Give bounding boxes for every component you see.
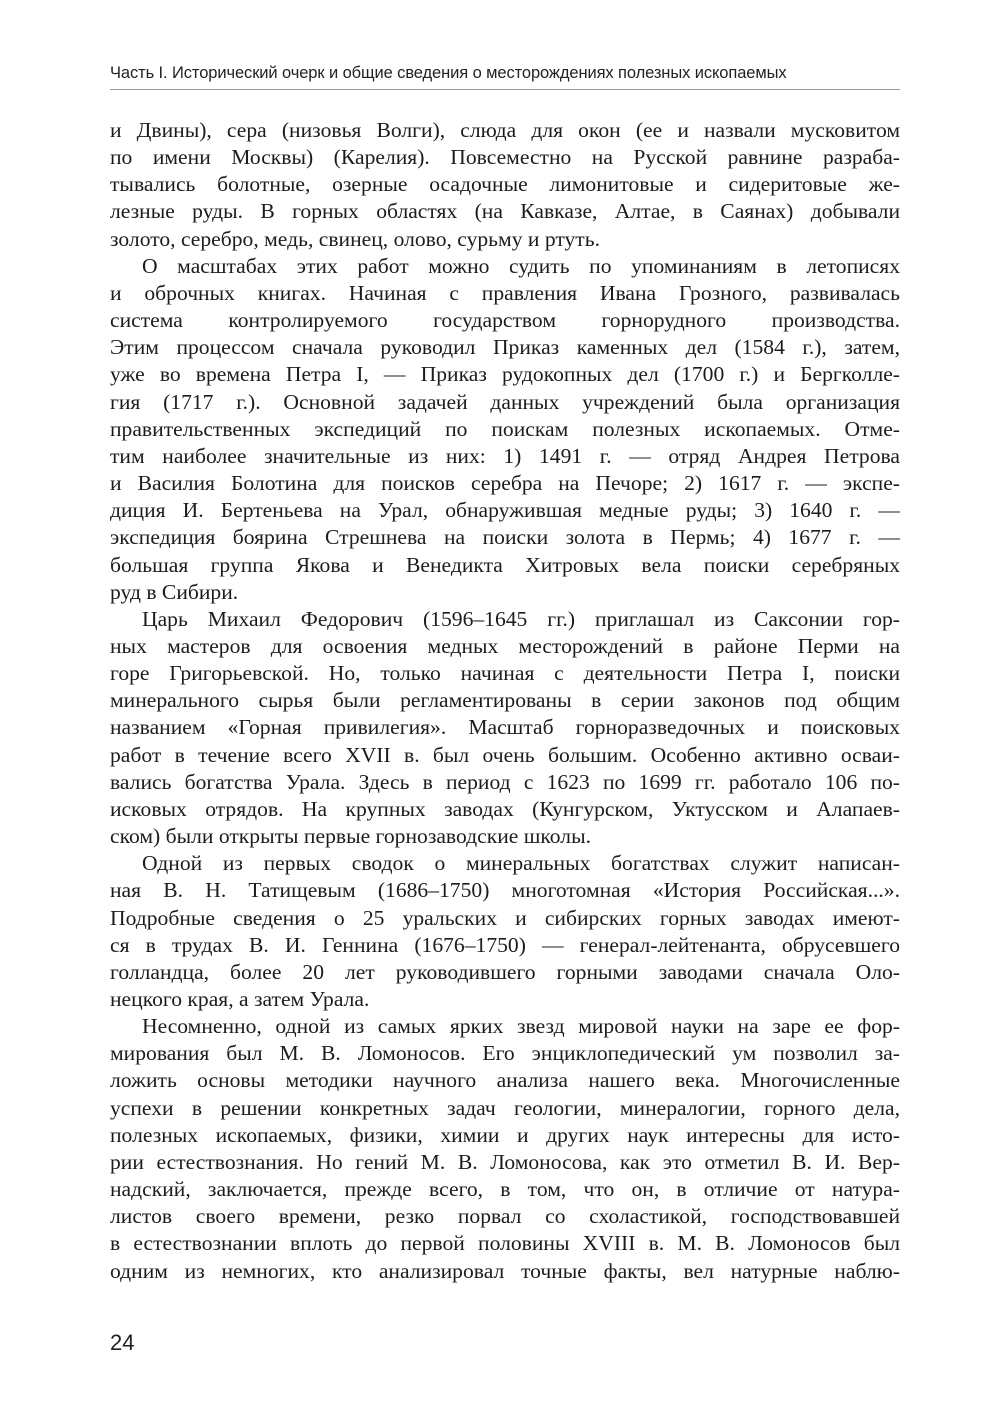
text-line: и оброчных книгах. Начиная с правления Ивана Грозного, развивалась (110, 280, 900, 305)
text-line: ная В. Н. Татищевым (1686–1750) многотомная «История Российская...». (110, 878, 900, 903)
paragraph (110, 1013, 900, 1285)
text-line: по имени Москвы) (Карелия). Повсеместно на Русской равнине разраба- (110, 145, 900, 170)
text-line: правительственных экспедиций по поискам полезных ископаемых. Отме- (110, 416, 900, 441)
text-line: ложить основы методики научного анализа нашего века. Многочисленные (110, 1068, 900, 1093)
text-line: Несомненно, одной из самых ярких звезд мировой науки на заре ее фор- (142, 1014, 900, 1039)
text-line: диция И. Бертеньева на Урал, обнаружившая медные руды; 3) 1640 г. — (110, 498, 900, 523)
text-line: руд в Сибири. (110, 579, 239, 604)
text-line: тывались болотные, озерные осадочные лимонитовые и сидеритовые же- (110, 172, 900, 197)
text-line: уже во времена Петра I, — Приказ рудокопных дел (1700 г.) и Бергколле- (110, 362, 900, 387)
text-line: горе Григорьевской. Но, только начиная с деятельности Петра I, поиски (110, 661, 900, 686)
text-line: Подробные сведения о 25 уральских и сибирских горных заводах имеют- (110, 905, 900, 930)
text-line: и Двины), сера (низовья Волги), слюда для окон (ее и назвали мусковитом (110, 118, 900, 142)
text-line: экспедиция боярина Стрешнева на поиски золота в Пермь; 4) 1677 г. — (110, 525, 900, 550)
text-line: ных мастеров для освоения медных месторождений в районе Перми на (110, 633, 900, 658)
text-line: вались богатства Урала. Здесь в период с 1623 по 1699 гг. работало 106 по- (110, 769, 900, 794)
text-line: ся в трудах В. И. Геннина (1676–1750) — генерал-лейтенанта, обрусевшего (110, 932, 900, 957)
text-line: Одной из первых сводок о минеральных богатствах служит написан- (142, 851, 900, 876)
text-line: листов своего времени, резко порвал со схоластикой, господствовавшей (110, 1204, 900, 1229)
text-line: и Василия Болотина для поисков серебра на Печоре; 2) 1617 г. — экспе- (110, 471, 900, 496)
text-line: система контролируемого государством горнорудного производства. (110, 308, 900, 333)
header-rule (110, 89, 900, 90)
text-line: золото, серебро, медь, свинец, олово, сурьму и ртуть. (110, 226, 600, 251)
text-line: лезные руды. В горных областях (на Кавказе, Алтае, в Саянах) добывали (110, 199, 900, 224)
paragraph (110, 253, 900, 606)
body-text (110, 117, 900, 1285)
text-line: названием «Горная привилегия». Масштаб горноразведочных и поисковых (110, 715, 900, 740)
text-line: Этим процессом сначала руководил Приказ каменных дел (1584 г.), затем, (110, 335, 900, 360)
text-line: минерального сырья были регламентированы в серии законов под общим (110, 688, 900, 713)
text-line: полезных ископаемых, физики, химии и других наук интересны для исто- (110, 1122, 900, 1147)
text-line: ском) были открыты первые горнозаводские школы. (110, 824, 591, 849)
text-line: нецкого края, а затем Урала. (110, 987, 370, 1011)
paragraph (110, 117, 900, 253)
paragraph (110, 850, 900, 1013)
text-line: надский, заключается, прежде всего, в том, что он, в отличие от натура- (110, 1177, 900, 1202)
text-line: рии естествознания. Но гений М. В. Ломоносова, как это отметил В. И. Вер- (110, 1149, 900, 1174)
paragraph (110, 606, 900, 850)
text-line: в естествознании вплоть до первой половины XVIII в. М. В. Ломоносов был (110, 1231, 900, 1256)
page-number: 24 (110, 1330, 135, 1355)
text-line: гия (1717 г.). Основной задачей данных учреждений была организация (110, 389, 900, 414)
text-line: успехи в решении конкретных задач геологии, минералогии, горного дела, (110, 1095, 900, 1120)
text-line: работ в течение всего XVII в. был очень большим. Особенно активно осваи- (110, 742, 900, 767)
text-line: исковых отрядов. На крупных заводах (Кунгурском, Уктусском и Алапаев- (110, 796, 900, 821)
text-line: Царь Михаил Федорович (1596–1645 гг.) приглашал из Саксонии гор- (142, 606, 900, 631)
text-line: мирования был М. В. Ломоносов. Его энциклопедический ум позволил за- (110, 1041, 900, 1066)
text-line: одним из немногих, кто анализировал точные факты, вел натурные наблю- (110, 1258, 900, 1283)
text-line: тим наиболее значительные из них: 1) 1491 г. — отряд Андрея Петрова (110, 443, 900, 468)
text-line: большая группа Якова и Венедикта Хитровых вела поиски серебряных (110, 552, 900, 577)
text-line: О масштабах этих работ можно судить по упоминаниям в летописях (142, 253, 900, 278)
text-line: голландца, более 20 лет руководившего горными заводами сначала Оло- (110, 959, 900, 984)
running-header: Часть I. Исторический очерк и общие сведения о месторождениях полезных ископаемых (110, 64, 787, 82)
